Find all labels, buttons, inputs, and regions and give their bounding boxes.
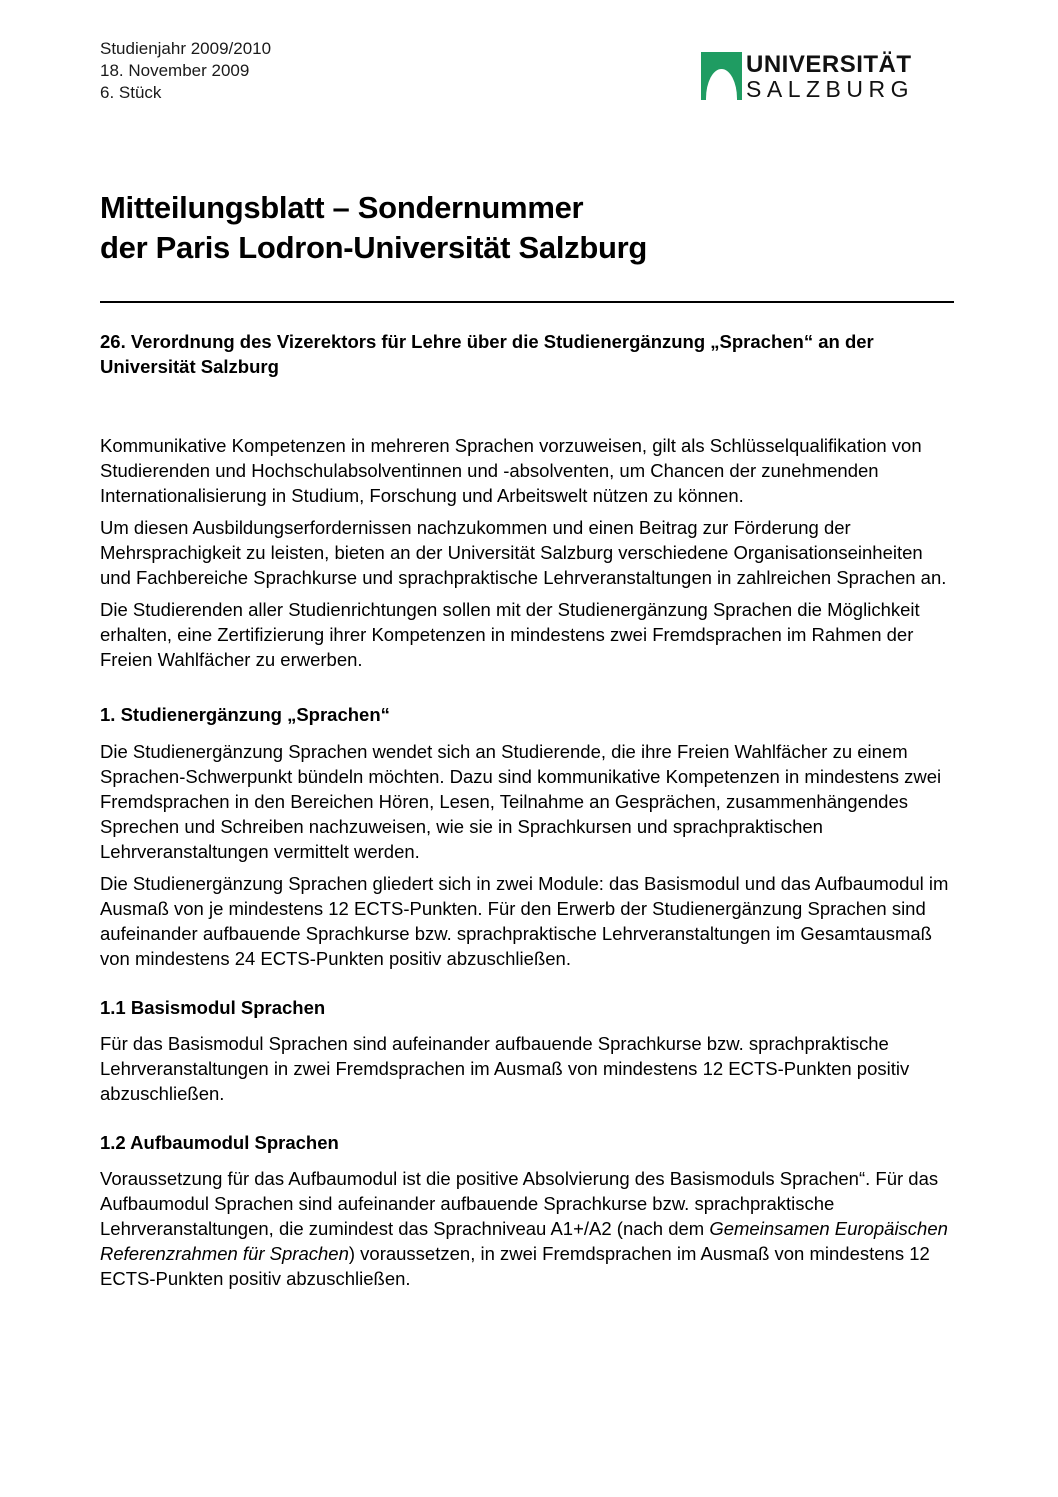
- section-1-2-text-after-italic: ) voraussetzen, in zwei Fremdsprachen im Ausmaß von mindestens 12 ECTS-Punkten positiv abzuschließen.: [100, 1243, 930, 1289]
- page-title-line1: Mitteilungsblatt – Sondernummer: [100, 190, 584, 225]
- section-1-paragraph-1: Die Studienergänzung Sprachen wendet sich an Studierende, die ihre Freien Wahlfächer zu einem Sprachen-Schwerpunkt bündeln möchten. Dazu sind kommunikative Kompetenzen in mindestens zwei Fremdsprachen in den Bereichen Hören, Lesen, Teilnahme an Gesprächen, zusammenhängendes Sprechen und Schreiben nachzuweisen, wie sie in Sprachkursen und sprachpraktischen Lehrveranstaltungen vermittelt werden.: [100, 741, 942, 862]
- issue-date: 18. November 2009: [100, 61, 250, 80]
- section-1-2-heading: 1.2 Aufbaumodul Sprachen: [100, 1132, 339, 1153]
- section-1-paragraph-2: Die Studienergänzung Sprachen gliedert sich in zwei Module: das Basismodul und das Aufbaumodul im Ausmaß von je mindestens 12 ECTS-Punkten. Für den Erwerb der Studienergänzung Sprachen sind aufeinander aufbauende Sprachkurse bzw. sprachpraktische Lehrveranstaltungen im Gesamtausmaß von mindestens 24 ECTS-Punkten positiv abzuschließen.: [100, 873, 949, 969]
- page-title-line2: der Paris Lodron-Universität Salzburg: [100, 230, 648, 265]
- section-1-2-paragraph: [100, 1166, 954, 1291]
- logo-wordmark-universitaet: UNIVERSITÄT: [746, 51, 912, 78]
- issue-study-year: Studienjahr 2009/2010: [100, 39, 272, 58]
- referenzrahmen-italic-text: Gemeinsamen Europäischen Referenzrahmen für Sprachen: [100, 1218, 948, 1264]
- section-1-1-paragraph: Für das Basismodul Sprachen sind aufeinander aufbauende Sprachkurse bzw. sprachpraktische Lehrveranstaltungen in zwei Fremdsprachen im Ausmaß von mindestens 12 ECTS-Punkten positiv abzuschließen.: [100, 1033, 910, 1104]
- document-body: [100, 433, 954, 1291]
- intro-paragraph-2: Um diesen Ausbildungserfordernissen nachzukommen und einen Beitrag zur Förderung der Mehrsprachigkeit zu leisten, bieten an der Universität Salzburg verschiedene Organisationseinheiten und Fachbereiche Sprachkurse und sprachpraktische Lehrveranstaltungen in zahlreichen Sprachen an.: [100, 517, 947, 588]
- section-1-1-heading: 1.1 Basismodul Sprachen: [100, 997, 326, 1018]
- ordinance-heading: 26. Verordnung des Vizerektors für Lehre über die Studienergänzung „Sprachen“ an der Universität Salzburg: [100, 331, 874, 377]
- section-1-heading: 1. Studienergänzung „Sprachen“: [100, 704, 390, 725]
- document-header: [100, 38, 954, 104]
- intro-paragraph-3: Die Studierenden aller Studienrichtungen sollen mit der Studienergänzung Sprachen die Möglichkeit erhalten, eine Zertifizierung ihrer Kompetenzen in mindestens zwei Fremdsprachen im Rahmen der Freien Wahlfächer zu erwerben.: [100, 599, 920, 670]
- university-arch-icon: [701, 52, 742, 100]
- page-title: [100, 188, 954, 268]
- section-1-2-text-before-italic: Voraussetzung für das Aufbaumodul ist die positive Absolvierung des Basismoduls Sprachen“. Für das Aufbaumodul Sprachen sind aufeinander aufbauende Sprachkurse bzw. sprachpraktische Lehrveranstaltungen, die zumindest das Sprachniveau A1+/A2 (nach dem: [100, 1168, 939, 1239]
- intro-paragraph-1: Kommunikative Kompetenzen in mehreren Sprachen vorzuweisen, gilt als Schlüsselqualifikation von Studierenden und Hochschulabsolventinnen und -absolventen, um Chancen der zunehmenden Internationalisierung in Studium, Forschung und Arbeitswelt nützen zu können.: [100, 435, 922, 506]
- university-logo-text: [746, 52, 914, 102]
- issue-info: [100, 38, 271, 104]
- university-logo: [701, 52, 914, 102]
- issue-number: 6. Stück: [100, 83, 162, 102]
- arch-cutout-shape: [706, 69, 737, 100]
- title-divider: [100, 301, 954, 303]
- logo-wordmark-salzburg: SALZBURG: [746, 76, 914, 102]
